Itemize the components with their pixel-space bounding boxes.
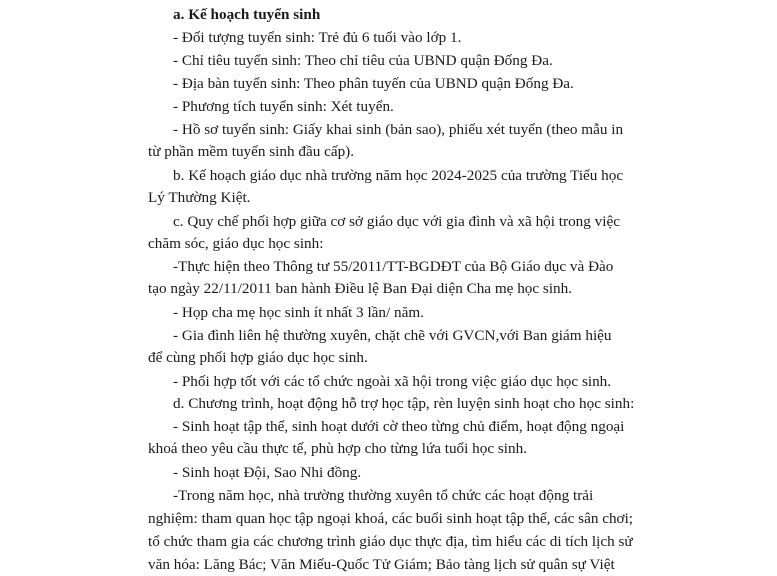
text-line: -Trong năm học, nhà trường thường xuyên tổ chức các hoạt động trải bbox=[173, 487, 594, 504]
text-line: - Đối tượng tuyển sinh: Trẻ đủ 6 tuổi vào lớp 1. bbox=[173, 29, 462, 46]
text-line: để cùng phối hợp giáo dục học sinh. bbox=[148, 349, 368, 366]
section-heading-a: a. Kế hoạch tuyển sinh bbox=[173, 6, 321, 23]
text-line: -Thực hiện theo Thông tư 55/2011/TT-BGDĐT của Bộ Giáo dục và Đào bbox=[173, 258, 614, 275]
text-line: - Sinh hoạt tập thể, sinh hoạt dưới cờ theo từng chủ điểm, hoạt động ngoại bbox=[173, 418, 625, 435]
text-line: - Địa bàn tuyển sinh: Theo phân tuyến của UBND quận Đống Đa. bbox=[173, 75, 574, 92]
text-line: từ phần mềm tuyển sinh đầu cấp). bbox=[148, 143, 355, 160]
text-line: - Phối hợp tốt với các tổ chức ngoài xã hội trong việc giáo dục học sinh. bbox=[173, 373, 612, 390]
text-line: chăm sóc, giáo dục học sinh: bbox=[148, 235, 324, 252]
text-line: - Họp cha mẹ học sinh ít nhất 3 lần/ năm. bbox=[173, 304, 424, 321]
section-heading-d: d. Chương trình, hoạt động hỗ trợ học tập, rèn luyện sinh hoạt cho học sinh: bbox=[173, 395, 635, 412]
text-line: Lý Thường Kiệt. bbox=[148, 189, 251, 206]
text-line: nghiệm: tham quan học tập ngoại khoá, các buổi sinh hoạt tập thể, các sân chơi; bbox=[148, 510, 634, 527]
text-line: - Gia đình liên hệ thường xuyên, chặt chẽ với GVCN,với Ban giám hiệu bbox=[173, 327, 612, 344]
text-line: tổ chức tham gia các chương trình giáo dục thực địa, tìm hiểu các di tích lịch sử bbox=[148, 533, 633, 550]
section-heading-b: b. Kế hoạch giáo dục nhà trường năm học 2024-2025 của trường Tiểu học bbox=[173, 167, 624, 184]
text-line: khoá theo yêu cầu thực tế, phù hợp cho từng lứa tuổi học sinh. bbox=[148, 440, 528, 457]
text-line: - Sinh hoạt Đội, Sao Nhi đồng. bbox=[173, 464, 362, 481]
text-line: - Chỉ tiêu tuyển sinh: Theo chỉ tiêu của UBND quận Đống Đa. bbox=[173, 52, 553, 69]
text-line: tạo ngày 22/11/2011 ban hành Điều lệ Ban Đại diện Cha mẹ học sinh. bbox=[148, 280, 573, 297]
text-line: văn hóa: Lăng Bác; Văn Miếu-Quốc Tử Giám; Bảo tàng lịch sử quân sự Việt bbox=[148, 556, 615, 573]
section-heading-c: c. Quy chế phối hợp giữa cơ sở giáo dục với gia đình và xã hội trong việc bbox=[173, 213, 620, 230]
text-line: - Hồ sơ tuyển sinh: Giấy khai sinh (bản sao), phiếu xét tuyển (theo mẫu in bbox=[173, 121, 624, 138]
text-line: - Phương tích tuyển sinh: Xét tuyển. bbox=[173, 98, 394, 115]
